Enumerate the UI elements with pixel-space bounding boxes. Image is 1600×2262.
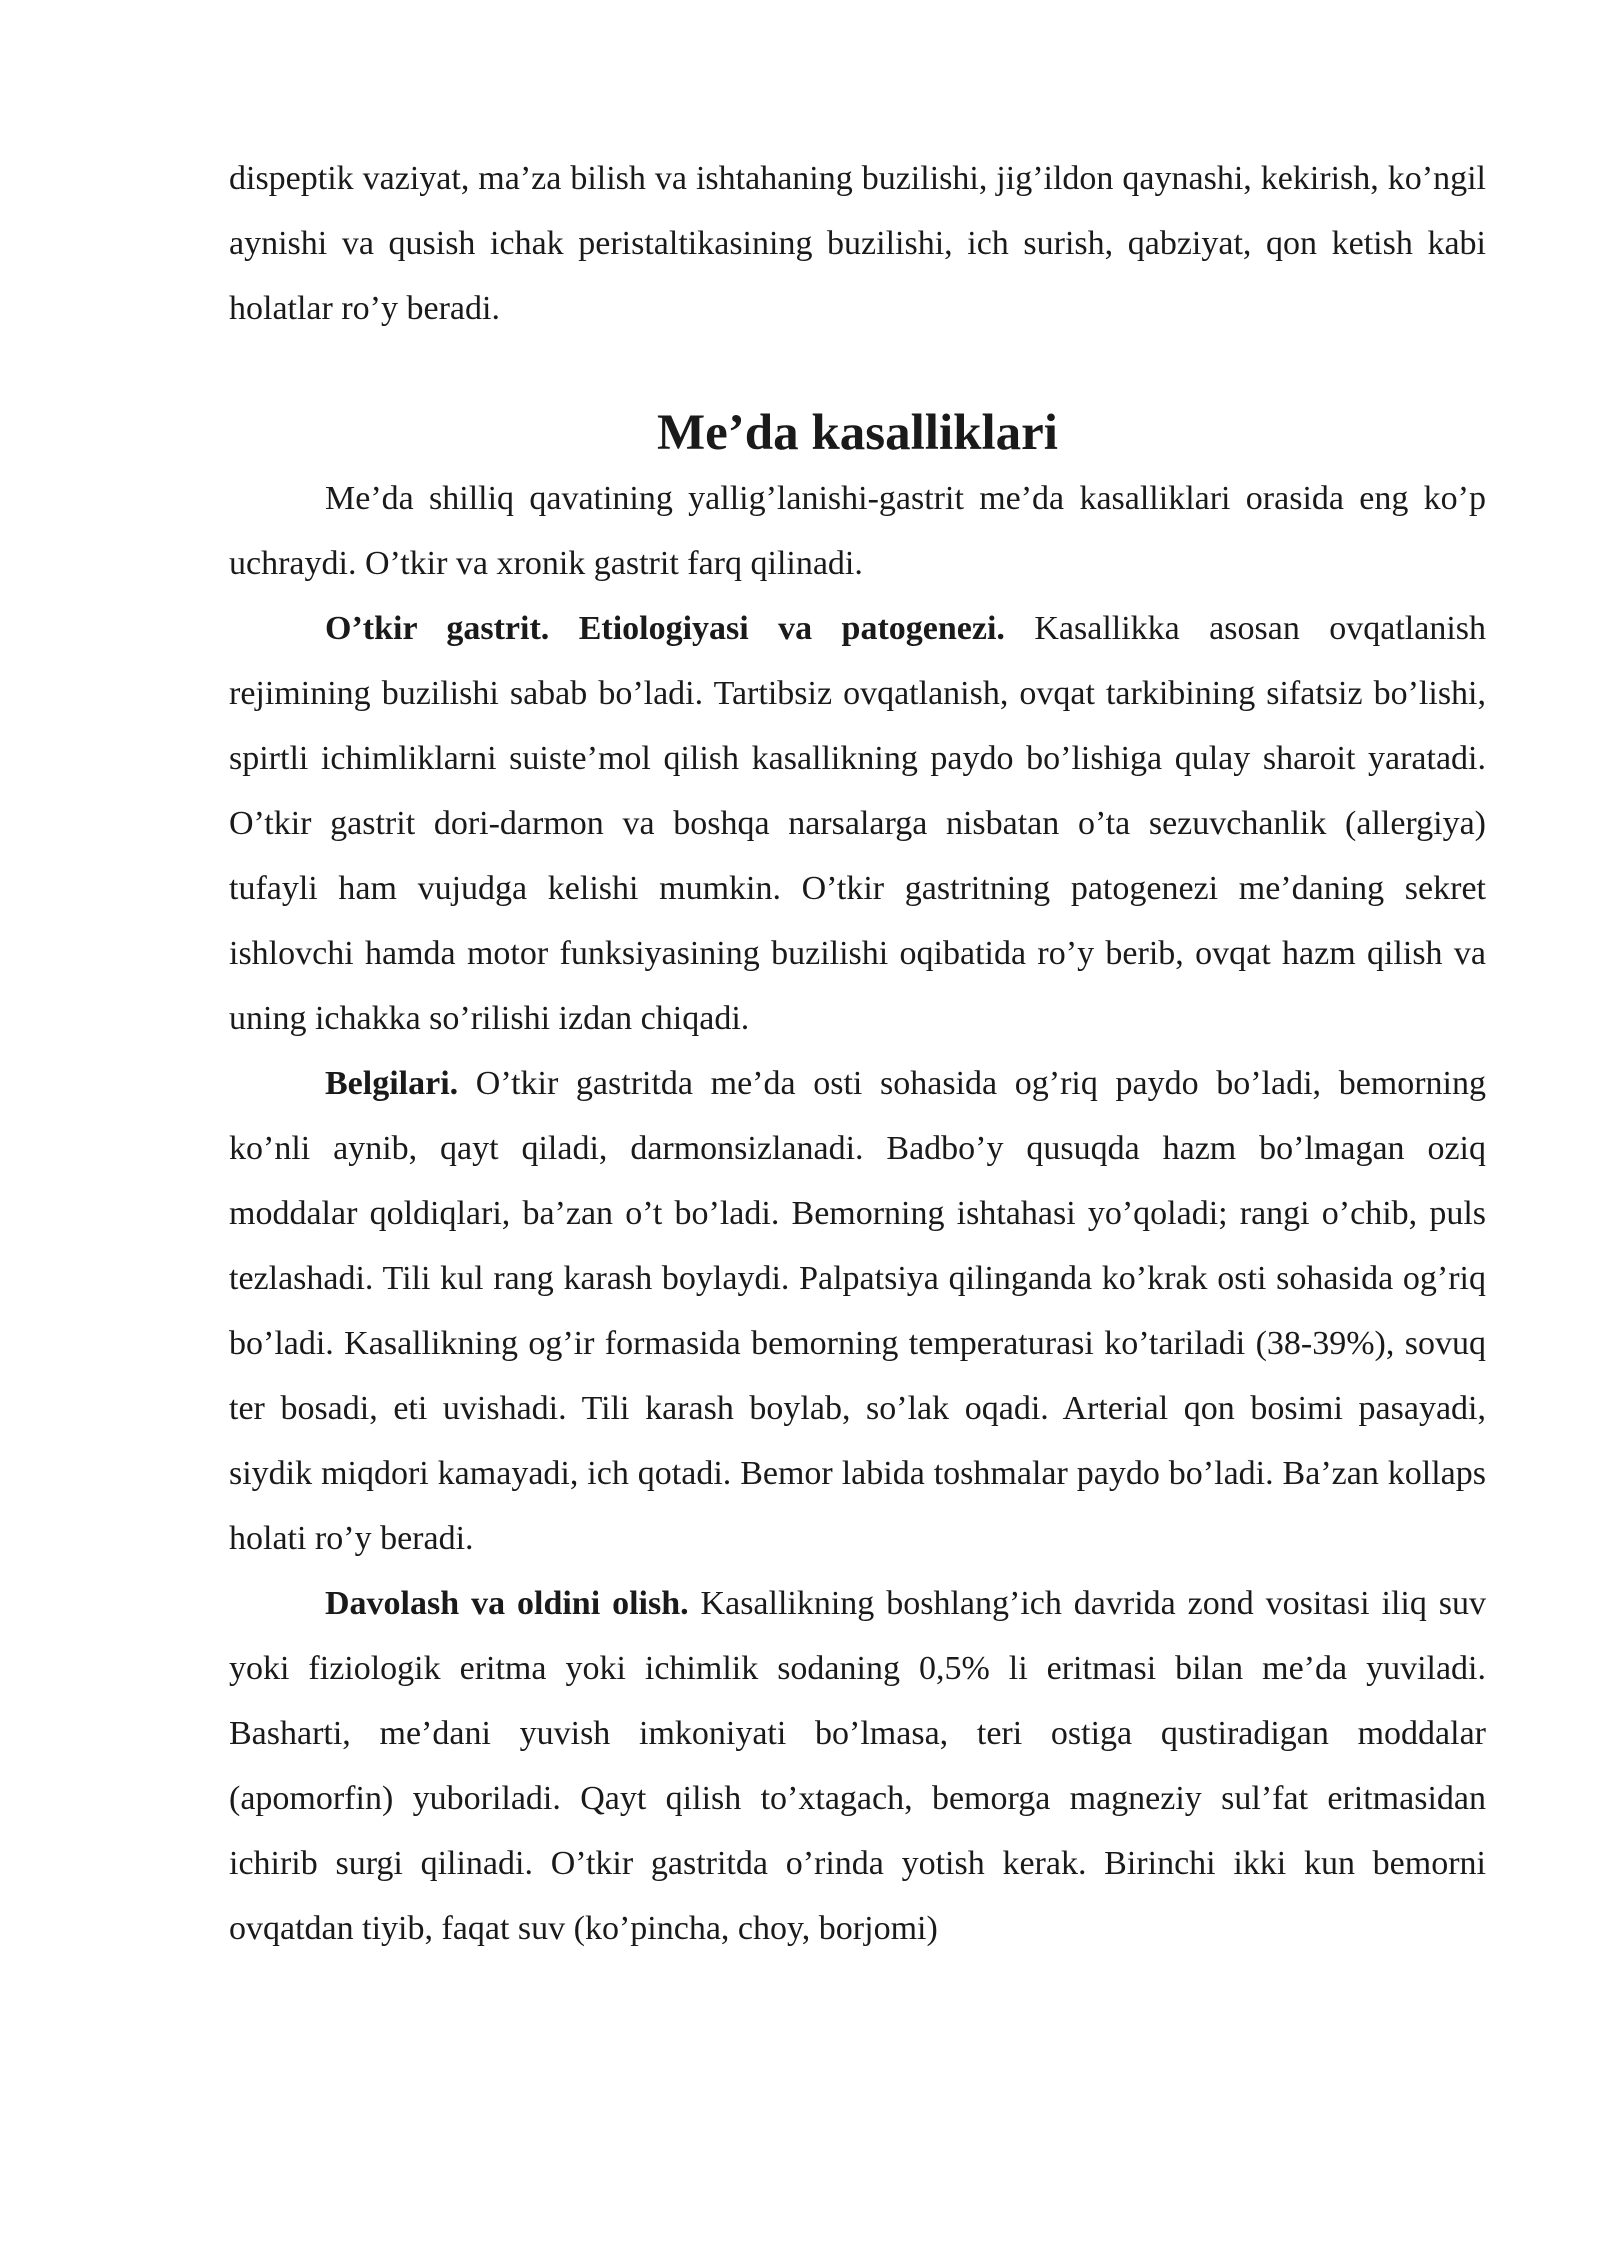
paragraph-etiology — [229, 596, 1486, 1051]
paragraph-symptoms — [229, 1051, 1486, 1571]
paragraph-lead: O’tkir gastrit. Etiologiyasi va patogenezi. — [325, 610, 1005, 647]
paragraph-lead: Davolash va oldini olish. — [325, 1585, 689, 1622]
section-heading: Me’da kasalliklari — [657, 405, 1058, 461]
paragraph-text: O’tkir gastritda me’da osti sohasida og’riq paydo bo’ladi, bemorning ko’nli aynib, qayt qiladi, darmonsizlanadi. Badbo’y qusuqda hazm bo’lmagan oziq moddalar qoldiqlari, ba’zan o’t bo’ladi. Bemorning ishtahasi yo’qoladi; rangi o’chib, puls tezlashadi. Tili kul rang karash boylaydi. Palpatsiya qilinganda ko’krak osti sohasida og’riq bo’ladi. Kasallikning og’ir formasida bemorning temperaturasi ko’tariladi (38-39%), sovuq ter bosadi, eti uvishadi. Tili karash boylab, so’lak oqadi. Arterial qon bosimi pasayadi, siydik miqdori kamayadi, ich qotadi. Bemor labida toshmalar paydo bo’ladi. Ba’zan kollaps holati ro’y beradi. — [229, 1065, 1486, 1557]
document-page — [229, 146, 1486, 1961]
paragraph-text: Kasallikka asosan ovqatlanish rejimining buzilishi sabab bo’ladi. Tartibsiz ovqatlanish, ovqat tarkibining sifatsiz bo’lishi, spirtli ichimliklarni suiste’mol qilish kasallikning paydo bo’lishiga qulay sharoit yaratadi. O’tkir gastrit dori-darmon va boshqa narsalarga nisbatan o’ta sezuvchanlik (allergiya) tufayli ham vujudga kelishi mumkin. O’tkir gastritning patogenezi me’daning sekret ishlovchi hamda motor funksiyasining buzilishi oqibatida ro’y berib, ovqat hazm qilish va uning ichakka so’rilishi izdan chiqadi. — [229, 610, 1486, 1037]
paragraph-treatment — [229, 1571, 1486, 1961]
paragraph-text: Kasallikning boshlang’ich davrida zond vositasi iliq suv yoki fiziologik eritma yoki ichimlik sodaning 0,5% li eritmasi bilan me’da yuviladi. Basharti, me’dani yuvish imkoniyati bo’lmasa, teri ostiga qustiradigan moddalar (apomorfin) yuboriladi. Qayt qilish to’xtagach, bemorga magneziy sul’fat eritmasidan ichirib surgi qilinadi. O’tkir gastritda o’rinda yotish kerak. Birinchi ikki kun bemorni ovqatdan tiyib, faqat suv (ko’pincha, choy, borjomi) — [229, 1585, 1486, 1947]
section-intro-paragraph: Me’da shilliq qavatining yallig’lanishi-gastrit me’da kasalliklari orasida eng ko’p uchraydi. O’tkir va xronik gastrit farq qilinadi. — [229, 480, 1486, 582]
intro-paragraph: dispeptik vaziyat, ma’za bilish va ishtahaning buzilishi, jig’ildon qaynashi, kekirish, ko’ngil aynishi va qusish ichak peristaltikasining buzilishi, ich surish, qabziyat, qon ketish kabi holatlar ro’y beradi. — [229, 160, 1486, 327]
paragraph-lead: Belgilari. — [325, 1065, 459, 1102]
